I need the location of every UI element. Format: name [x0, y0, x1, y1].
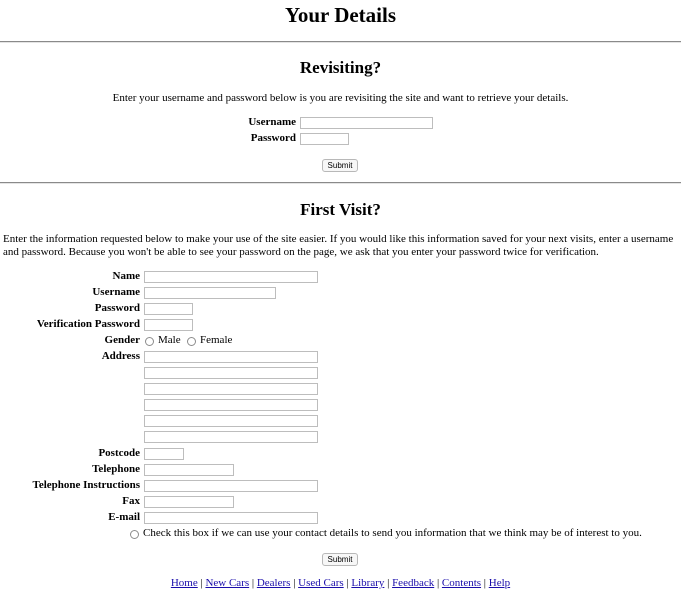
name-label: Name	[112, 270, 140, 282]
nav-separator: |	[343, 577, 352, 589]
nav-separator: |	[434, 577, 442, 589]
gender-male-label: Male	[158, 334, 181, 346]
revisit-username-label: Username	[248, 116, 296, 128]
consent-checkbox[interactable]	[130, 530, 139, 539]
fax-label: Fax	[122, 495, 140, 507]
nav-separator: |	[290, 577, 299, 589]
password-input[interactable]	[144, 303, 193, 315]
verification-password-label: Verification Password	[36, 318, 140, 330]
nav-link-help[interactable]: Help	[488, 577, 511, 589]
telephone-label: Telephone	[92, 463, 140, 475]
password-label: Password	[94, 302, 140, 314]
nav-link-dealers[interactable]: Dealers	[256, 577, 291, 589]
nav-separator: |	[249, 577, 257, 589]
address-label: Address	[101, 350, 140, 362]
nav-link-home[interactable]: Home	[170, 577, 198, 589]
address-line-5-input[interactable]	[144, 415, 318, 427]
telephone-input[interactable]	[144, 464, 234, 476]
telephone-instructions-input[interactable]	[144, 480, 318, 492]
name-input[interactable]	[144, 271, 318, 283]
first-visit-heading: First Visit?	[300, 200, 381, 219]
revisit-submit-button[interactable]: Submit	[322, 159, 358, 172]
revisit-intro: Enter your username and password below is you are revisiting the site and want to retrieve your details.	[112, 92, 569, 104]
postcode-input[interactable]	[144, 448, 184, 460]
footer-nav	[0, 577, 681, 589]
revisit-username-input[interactable]	[300, 117, 433, 129]
divider-top	[0, 41, 681, 43]
nav-link-library[interactable]: Library	[351, 577, 385, 589]
gender-female-radio[interactable]	[187, 337, 196, 346]
revisit-heading: Revisiting?	[299, 58, 382, 77]
email-input[interactable]	[144, 512, 318, 524]
first-visit-submit-button[interactable]: Submit	[322, 553, 358, 566]
postcode-label: Postcode	[98, 447, 140, 459]
nav-link-contents[interactable]: Contents	[441, 577, 482, 589]
nav-separator: |	[197, 577, 206, 589]
username-label: Username	[92, 286, 140, 298]
nav-separator: |	[384, 577, 393, 589]
fax-input[interactable]	[144, 496, 234, 508]
nav-link-feedback[interactable]: Feedback	[392, 577, 435, 589]
nav-separator: |	[481, 577, 489, 589]
consent-text: Check this box if we can use your contact details to send you information that we think may be of interest to you.	[143, 527, 642, 539]
address-line-3-input[interactable]	[144, 383, 318, 395]
gender-male-radio[interactable]	[145, 337, 154, 346]
first-visit-intro: Enter the information requested below to make your use of the site easier. If you would like this information saved for your next visits, enter a username and password. Because you won't be able to see your password on the page, we ask that you enter your password twice for verification.	[3, 233, 674, 258]
address-line-2-input[interactable]	[144, 367, 318, 379]
verification-password-input[interactable]	[144, 319, 193, 331]
revisit-password-input[interactable]	[300, 133, 349, 145]
page-title: Your Details	[284, 3, 397, 27]
address-line-4-input[interactable]	[144, 399, 318, 411]
gender-female-label: Female	[200, 334, 233, 346]
email-label: E-mail	[108, 511, 140, 523]
address-line-6-input[interactable]	[144, 431, 318, 443]
gender-label: Gender	[104, 334, 140, 346]
divider-middle	[0, 182, 681, 184]
address-line-1-input[interactable]	[144, 351, 318, 363]
telephone-instructions-label: Telephone Instructions	[32, 479, 140, 491]
nav-link-new-cars[interactable]: New Cars	[205, 577, 250, 589]
nav-link-used-cars[interactable]: Used Cars	[298, 577, 344, 589]
revisit-password-label: Password	[250, 132, 296, 144]
username-input[interactable]	[144, 287, 276, 299]
